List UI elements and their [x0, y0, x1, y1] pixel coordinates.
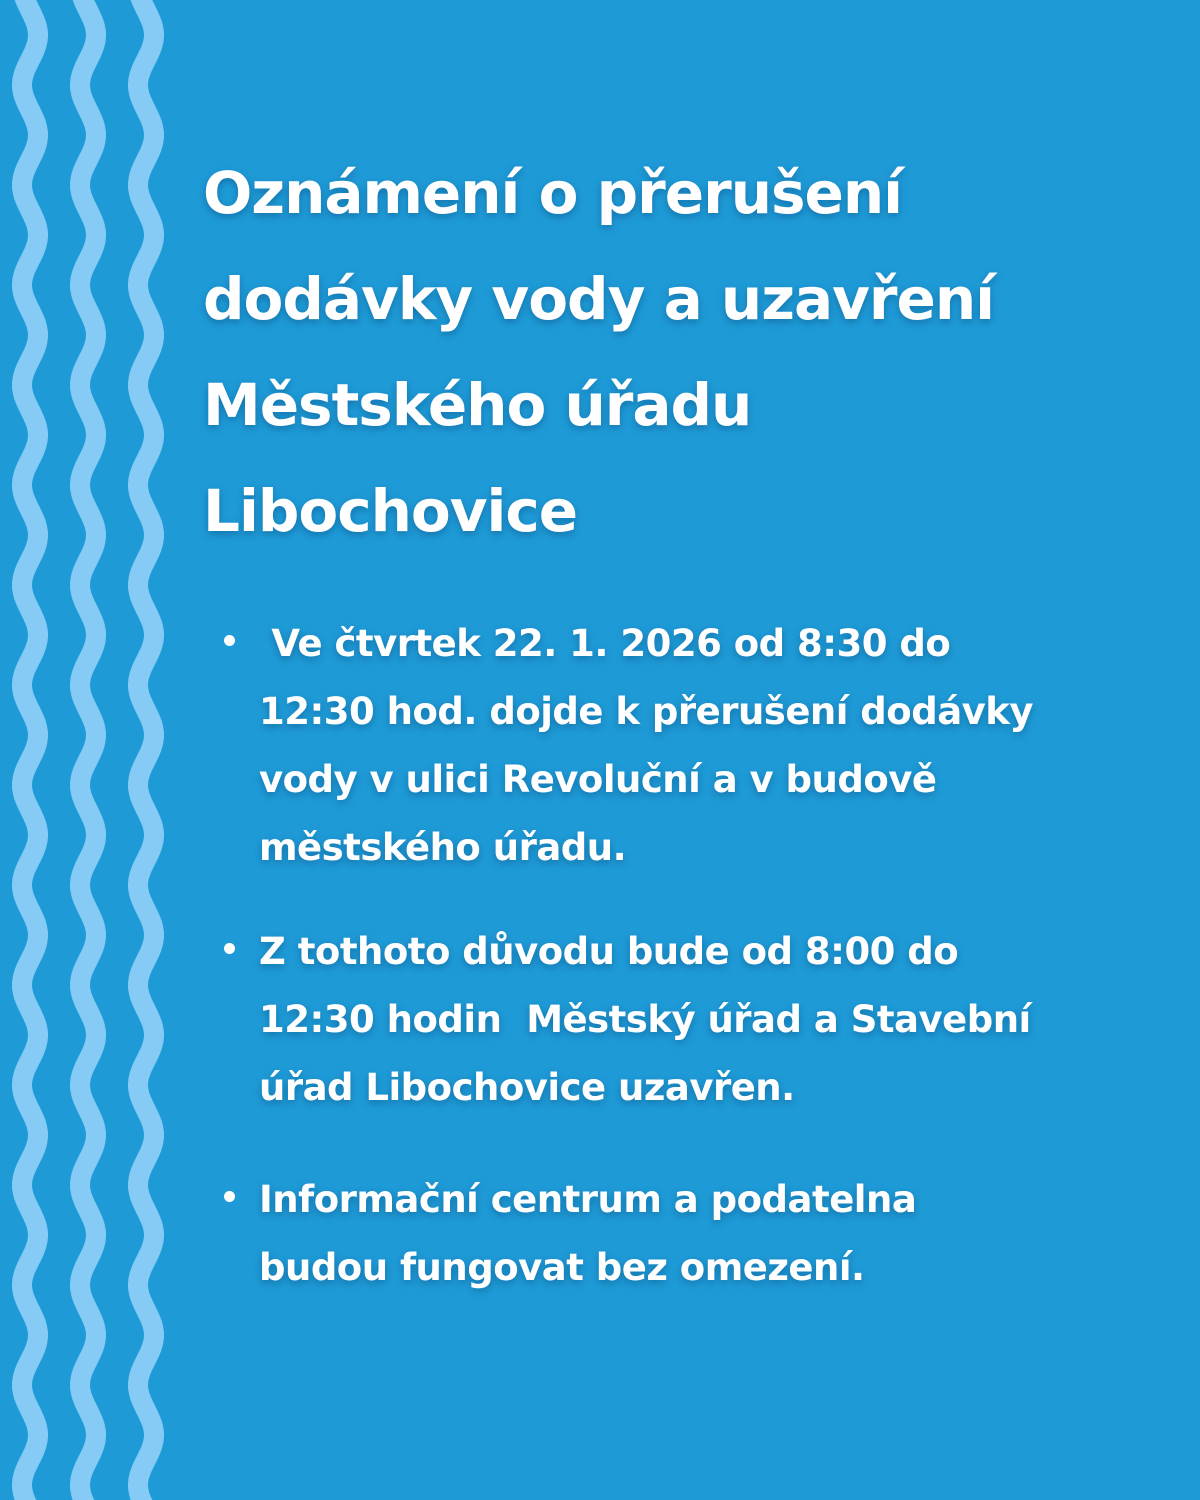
bullet-list-2 [222, 918, 1031, 1122]
item-line: vody v ulici Revoluční a v budově [259, 758, 937, 801]
item-line: úřad Libochovice uzavřen. [259, 1066, 795, 1109]
bullet-icon [224, 1191, 235, 1202]
item-line: Z tothoto důvodu bude od 8:00 do [259, 930, 959, 973]
title-line: Městského úřadu [203, 371, 752, 439]
item-line: budou fungovat bez omezení. [259, 1246, 865, 1289]
wave-line [22, 0, 38, 1500]
announcement-title [203, 140, 994, 564]
title-line: Oznámení o přerušení [203, 159, 903, 227]
item-line: Ve čtvrtek 22. 1. 2026 od 8:30 do [259, 622, 951, 665]
title-line: Libochovice [203, 477, 578, 545]
bullet-icon [224, 635, 235, 646]
item-line: 12:30 hodin Městský úřad a Stavební [259, 998, 1031, 1041]
item-line: městského úřadu. [259, 826, 627, 869]
bullet-icon [224, 943, 235, 954]
list-item [222, 610, 1033, 882]
wave-line [80, 0, 96, 1500]
title-line: dodávky vody a uzavření [203, 265, 995, 333]
list-item [222, 1166, 916, 1302]
item-line: Informační centrum a podatelna [259, 1178, 917, 1221]
bullet-list-3 [222, 1166, 916, 1302]
wave-line [138, 0, 154, 1500]
item-line: 12:30 hod. dojde k přerušení dodávky [259, 690, 1034, 733]
bullet-list-1 [222, 610, 1033, 882]
wave-decoration [0, 0, 180, 1500]
list-item [222, 918, 1031, 1122]
